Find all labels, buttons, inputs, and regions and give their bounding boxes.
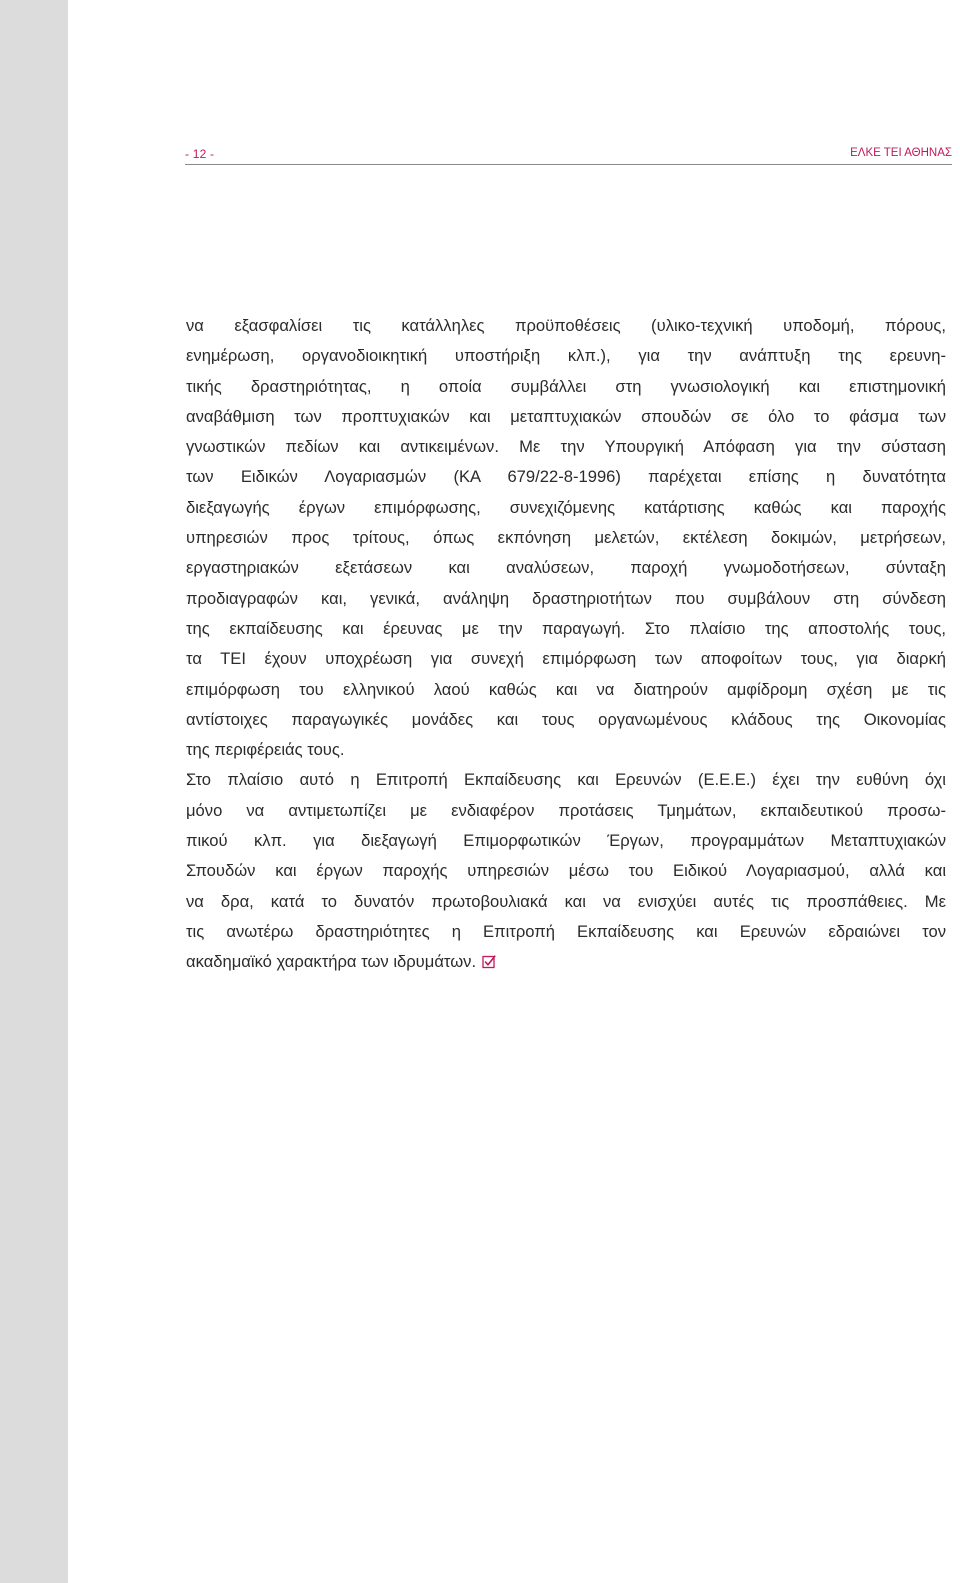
organization-name: ΕΛΚΕ ΤΕΙ ΑΘΗΝΑΣ	[850, 147, 952, 159]
body-line: πικού κλπ. για διεξαγωγή Επιμορφωτικών Έργων, προγραμμάτων Μεταπτυχιακών	[186, 831, 946, 851]
checkbox-check-icon	[482, 955, 496, 969]
page-number: - 12 -	[185, 147, 215, 161]
body-line: να εξασφαλίσει τις κατάλληλες προϋποθέσεις (υλικο-τεχνική υποδομή, πόρους,	[186, 316, 946, 335]
body-line: υπηρεσιών προς τρίτους, όπως εκπόνηση μελετών, εκτέλεση δοκιμών, μετρήσεων,	[186, 528, 946, 548]
body-line: Στο πλαίσιο αυτό η Επιτροπή Εκπαίδευσης και Ερευνών (Ε.Ε.Ε.) έχει την ευθύνη όχι	[186, 770, 946, 790]
body-line: εργαστηριακών εξετάσεων και αναλύσεων, παροχή γνωμοδοτήσεων, σύνταξη	[186, 558, 946, 578]
page-side-bar	[0, 0, 68, 1583]
body-line: μόνο να αντιμετωπίζει με ενδιαφέρον προτάσεις Τμημάτων, εκπαιδευτικού προσω-	[186, 800, 946, 820]
body-line: της περιφέρειάς τους.	[186, 740, 345, 760]
body-line: διεξαγωγής έργων επιμόρφωσης, συνεχιζόμενης κατάρτισης καθώς και παροχής	[186, 497, 946, 517]
body-line: αντίστοιχες παραγωγικές μονάδες και τους οργανωμένους κλάδους της Οικονομίας	[186, 709, 946, 729]
body-line: επιμόρφωση του ελληνικού λαού καθώς και να διατηρούν αμφίδρομη σχέση με τις	[186, 679, 946, 699]
body-line: γνωστικών πεδίων και αντικειμένων. Με την Υπουργική Απόφαση για την σύσταση	[186, 437, 946, 457]
body-line: προδιαγραφών και, γενικά, ανάληψη δραστηριοτήτων που συμβάλουν στη σύνδεση	[186, 588, 946, 608]
body-line: τις ανωτέρω δραστηριότητες η Επιτροπή Εκπαίδευσης και Ερευνών εδραιώνει τον	[186, 921, 946, 941]
body-last-line	[186, 947, 946, 977]
body-line: ακαδημαϊκό χαρακτήρα των ιδρυμάτων.	[186, 952, 477, 972]
page-header	[185, 144, 952, 166]
body-line: τα ΤΕΙ έχουν υποχρέωση για συνεχή επιμόρφωση των αποφοίτων τους, για διαρκή	[186, 649, 946, 669]
header-divider	[185, 164, 952, 165]
body-line: τικής δραστηριότητας, η οποία συμβάλλει στη γνωσιολογική και επιστημονική	[186, 376, 946, 396]
body-line: της εκπαίδευσης και έρευνας με την παραγωγή. Στο πλαίσιο της αποστολής τους,	[186, 618, 946, 638]
body-paragraphs	[186, 311, 946, 978]
body-line: ενημέρωση, οργανοδιοικητική υποστήριξη κλπ.), για την ανάπτυξη της ερευνη-	[186, 346, 946, 366]
body-line: να δρα, κατά το δυνατόν πρωτοβουλιακά και να ενισχύει αυτές τις προσπάθειες. Με	[186, 891, 946, 911]
body-line: Σπουδών και έργων παροχής υπηρεσιών μέσω του Ειδικού Λογαριασμού, αλλά και	[186, 861, 946, 881]
body-line: αναβάθμιση των προπτυχιακών και μεταπτυχιακών σπουδών σε όλο το φάσμα των	[186, 406, 946, 426]
body-line: των Ειδικών Λογαριασμών (ΚΑ 679/22-8-1996) παρέχεται επίσης η δυνατότητα	[186, 467, 946, 487]
